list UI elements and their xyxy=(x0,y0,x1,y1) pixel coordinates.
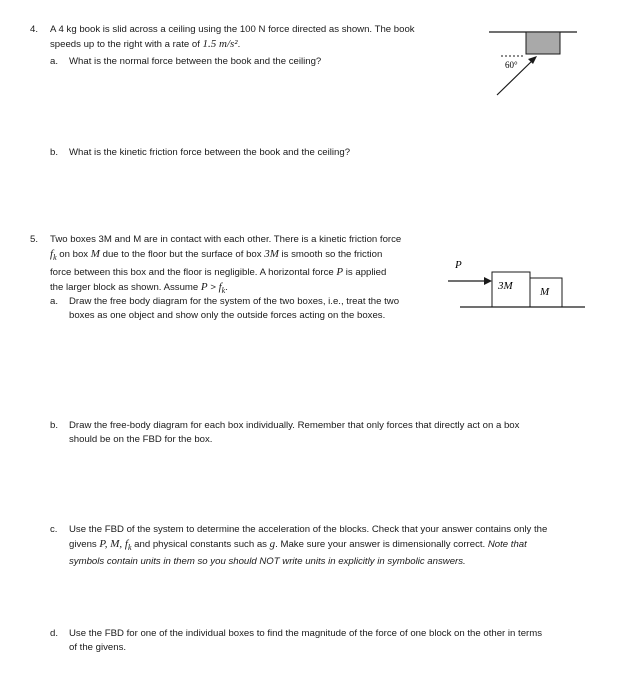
q5c-letter: c. xyxy=(50,524,58,535)
q5-intro-line2: $f_k$ on box M due to the floor but the surface of box 3M is smooth so the friction xyxy=(50,248,383,262)
q4a-letter: a. xyxy=(50,56,59,67)
book-box xyxy=(526,32,560,54)
force-p-label: P xyxy=(455,259,462,271)
q5d-text: Use the FBD for one of the individual boxes to find the magnitude of the force of one block on the other in terms of the givens. xyxy=(69,628,543,653)
q4-intro xyxy=(50,23,490,52)
box-3m-label: 3M xyxy=(498,280,513,292)
q5-number: 5. xyxy=(30,234,39,245)
q5b-text: Draw the free-body diagram for each box individually. Remember that only forces that directly act on a box should be on the FBD for the box. xyxy=(69,420,520,445)
q5a-letter: a. xyxy=(50,296,59,307)
q5-intro-line3: force between this box and the floor is negligible. A horizontal force P is applied xyxy=(50,265,387,278)
angle-label: 60° xyxy=(505,60,518,70)
q4-number: 4. xyxy=(30,24,39,35)
box-m-label: M xyxy=(540,286,550,298)
q5d-letter: d. xyxy=(50,628,59,639)
q4-intro-line1: A 4 kg book is slid across a ceiling using the 100 N force directed as shown. The book xyxy=(50,24,415,35)
q5b-letter: b. xyxy=(50,420,59,431)
q4b-letter: b. xyxy=(50,147,59,158)
q4-diagram xyxy=(485,24,585,104)
q4-intro-line2: speeds up to the right with a rate of 1.5 m/s². xyxy=(50,38,241,50)
q5a-text: Draw the free body diagram for the system of the two boxes, i.e., treat the two boxes as one object and show only the outside forces acting on the boxes. xyxy=(69,296,400,321)
q4-rate: 1.5 m/s² xyxy=(202,38,238,50)
force-p-arrowhead xyxy=(484,277,492,285)
q4a-text: What is the normal force between the book and the ceiling? xyxy=(69,56,322,67)
q5-intro-line4: the larger block as shown. Assume $P > f_k$. xyxy=(50,280,228,295)
q5-intro-line1: Two boxes 3M and M are in contact with each other. There is a kinetic friction force xyxy=(50,234,402,245)
q5-intro xyxy=(50,233,470,298)
q5c-text: Use the FBD of the system to determine the acceleration of the blocks. Check that your answer contains only the givens P, M, $f_k$ and physical constants such as g. Make sure your answer is dimensionally correct. Note that symbols contain units in them so you should NOT write units in explicitly in symbolic answers. xyxy=(69,524,548,567)
q4b-text: What is the kinetic friction force between the book and the ceiling? xyxy=(69,147,351,158)
